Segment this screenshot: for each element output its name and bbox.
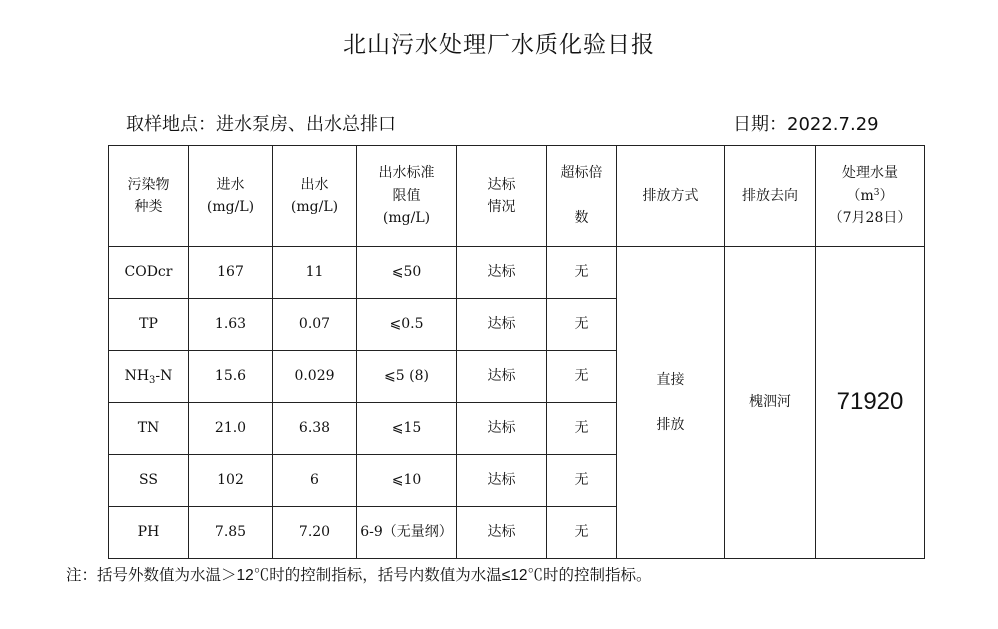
sampling-location: 取样地点：进水泵房、出水总排口 <box>126 114 396 135</box>
header-outlet: 出水 (mg/L) <box>273 146 357 247</box>
compliance-status: 达标 <box>457 507 547 559</box>
limit-value: ⩽5 (8) <box>357 351 457 403</box>
compliance-status: 达标 <box>457 455 547 507</box>
inlet-value: 167 <box>189 247 273 299</box>
outlet-value: 0.029 <box>273 351 357 403</box>
pollutant-name: SS <box>109 455 189 507</box>
limit-value: 6-9（无量纲） <box>357 507 457 559</box>
header-exceed: 超标倍 数 <box>547 146 617 247</box>
header-discharge-destination: 排放去向 <box>725 146 816 247</box>
pollutant-name: TP <box>109 299 189 351</box>
discharge-destination: 槐泗河 <box>725 247 816 559</box>
outlet-value: 0.07 <box>273 299 357 351</box>
inlet-value: 102 <box>189 455 273 507</box>
discharge-method: 直接 排放 <box>617 247 725 559</box>
pollutant-name: PH <box>109 507 189 559</box>
water-quality-table <box>108 145 925 559</box>
exceed-multiple: 无 <box>547 455 617 507</box>
footnote: 注：括号外数值为水温＞12℃时的控制指标，括号内数值为水温≤12℃时的控制指标。 <box>66 567 652 584</box>
exceed-multiple: 无 <box>547 247 617 299</box>
header-pollutant: 污染物 种类 <box>109 146 189 247</box>
inlet-value: 21.0 <box>189 403 273 455</box>
pollutant-name: TN <box>109 403 189 455</box>
limit-value: ⩽0.5 <box>357 299 457 351</box>
header-discharge-method: 排放方式 <box>617 146 725 247</box>
pollutant-name: $NH_3-N$ <box>109 351 189 403</box>
header-inlet: 进水 (mg/L) <box>189 146 273 247</box>
report-date: 日期：2022.7.29 <box>733 114 879 135</box>
exceed-multiple: 无 <box>547 507 617 559</box>
pollutant-name: CODcr <box>109 247 189 299</box>
outlet-value: 6 <box>273 455 357 507</box>
header-compliance: 达标 情况 <box>457 146 547 247</box>
report-title: 北山污水处理厂水质化验日报 <box>343 32 655 58</box>
compliance-status: 达标 <box>457 299 547 351</box>
header-row <box>109 146 925 247</box>
compliance-status: 达标 <box>457 351 547 403</box>
outlet-value: 6.38 <box>273 403 357 455</box>
exceed-multiple: 无 <box>547 299 617 351</box>
exceed-multiple: 无 <box>547 351 617 403</box>
inlet-value: 15.6 <box>189 351 273 403</box>
exceed-multiple: 无 <box>547 403 617 455</box>
compliance-status: 达标 <box>457 247 547 299</box>
limit-value: ⩽15 <box>357 403 457 455</box>
limit-value: ⩽50 <box>357 247 457 299</box>
outlet-value: 11 <box>273 247 357 299</box>
inlet-value: 7.85 <box>189 507 273 559</box>
inlet-value: 1.63 <box>189 299 273 351</box>
header-treated-volume: 处理水量 $(m^3)$ （7月28日） <box>816 146 925 247</box>
outlet-value: 7.20 <box>273 507 357 559</box>
compliance-status: 达标 <box>457 403 547 455</box>
treated-volume: 71920 <box>816 247 925 559</box>
header-limit: 出水标准 限值 (mg/L) <box>357 146 457 247</box>
limit-value: ⩽10 <box>357 455 457 507</box>
table-row <box>109 247 925 299</box>
